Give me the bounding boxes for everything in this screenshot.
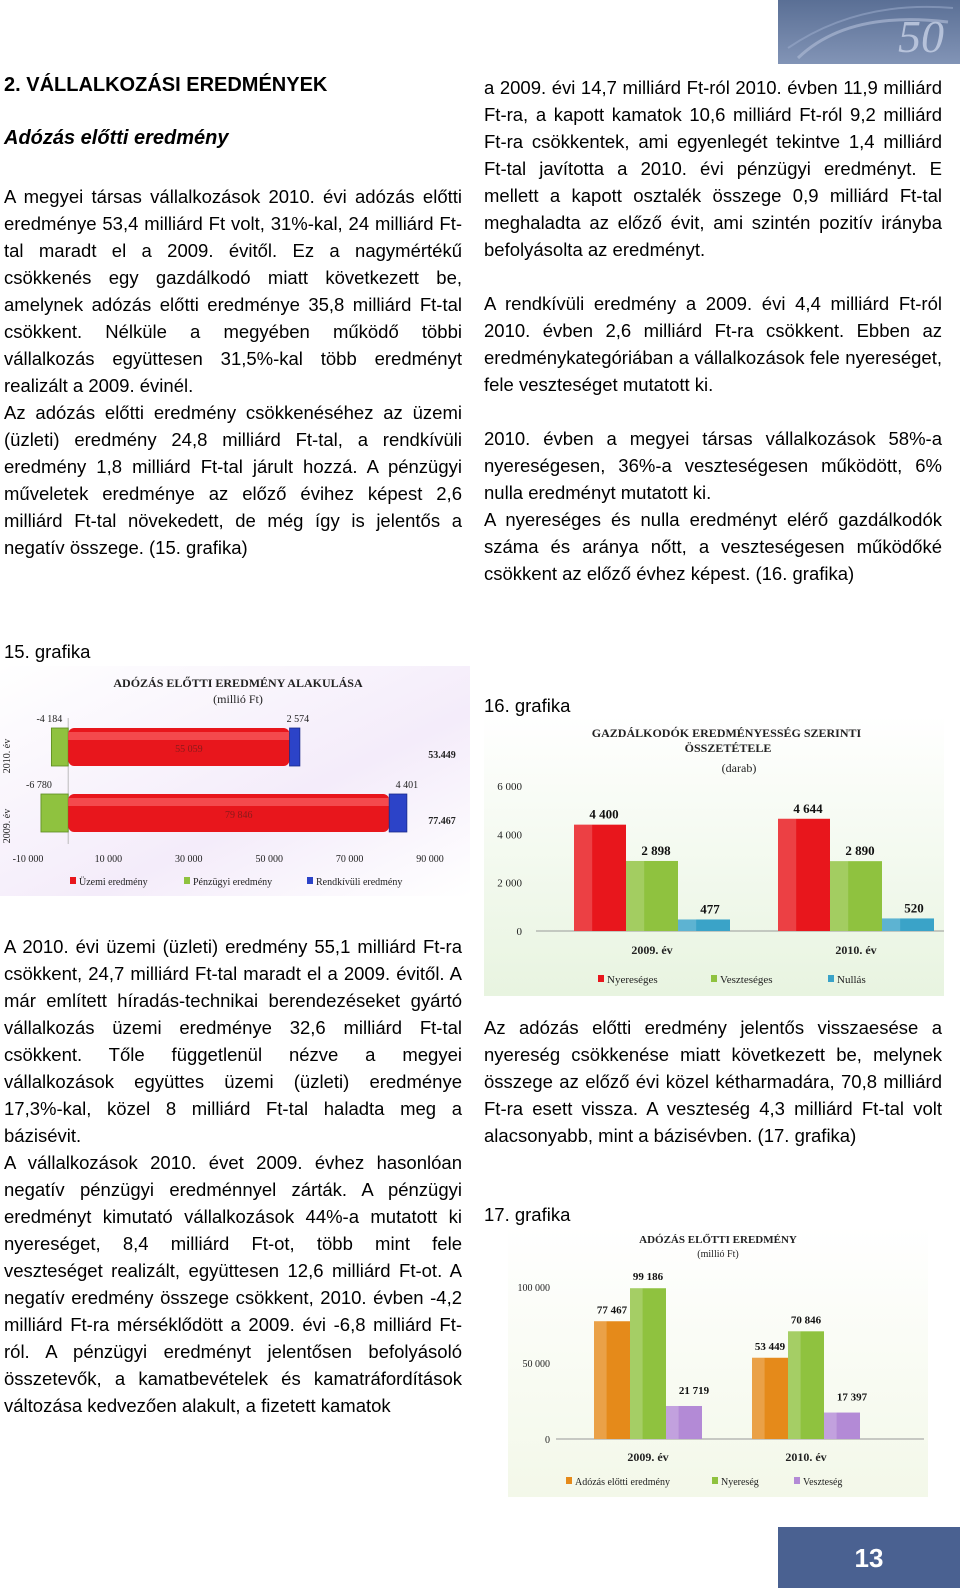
legend-swatch: [712, 1477, 718, 1484]
y-tick-label: 4 000: [497, 829, 522, 842]
bar-penzugyi: [51, 728, 68, 766]
y-tick-label: 100 000: [517, 1283, 550, 1294]
data-label: 2 574: [286, 714, 310, 725]
legend-swatch: [184, 877, 190, 884]
chart-17: [484, 1225, 954, 1505]
section-title: 2. VÁLLALKOZÁSI EREDMÉNYEK: [4, 74, 328, 96]
legend-label: Nyereség: [721, 1477, 759, 1488]
data-label: 70 846: [790, 1314, 822, 1327]
category-label: 2010. év: [2, 738, 13, 774]
data-label: 77 467: [596, 1304, 628, 1317]
category-label: 2010. év: [785, 1450, 827, 1464]
paragraph: A rendkívüli eredmény a 2009. évi 4,4 milliárd Ft-ról 2010. évben 2,6 milliárd Ft-ra csökkent. Ebben az eredménykategóriában a vállalkozások fele nyereséget, fele veszteséget mutatott ki.: [484, 293, 942, 395]
right-top-text: [484, 74, 942, 587]
category-label: 2010. év: [835, 943, 877, 957]
chart-subtitle: (millió Ft): [213, 692, 263, 706]
y-tick-label: 6 000: [497, 781, 522, 793]
bar-shine: [824, 1413, 837, 1439]
logo-graphic: [778, 0, 960, 64]
x-tick-label: -10 000: [12, 854, 44, 865]
y-tick-label: 0: [545, 1435, 550, 1446]
legend-swatch: [711, 975, 717, 982]
data-label: 4 400: [589, 806, 619, 822]
bar-shine: [752, 1358, 765, 1439]
bar-highlight: [68, 732, 289, 740]
legend-label: Rendkívüli eredmény: [316, 877, 403, 888]
bar-shine: [830, 861, 848, 931]
legend-swatch: [566, 1477, 572, 1484]
paragraph: A 2010. évi üzemi (üzleti) eredmény 55,1 milliárd Ft-ra csökkent, 24,7 milliárd Ft-tal maradt el a 2009. évitől. A már említett híradás-technikai berendezéseket gyártó vállalkozás üzemi eredménye 32,6 milliárd Ft-tal csökkent. Tőle függetlenül nézve a megyei vállalkozások együttes üzemi (üzleti) eredménye 17,3%-kal, közel 8 milliárd Ft-tal haladta meg a bázisévit.: [4, 936, 462, 1146]
total-label: 53.449: [428, 750, 456, 761]
bar-shine: [778, 819, 796, 931]
y-tick-label: 50 000: [522, 1359, 550, 1370]
x-tick-label: 30 000: [175, 854, 203, 865]
left-top-text: [4, 183, 462, 561]
category-label: 2009. év: [627, 1450, 669, 1464]
header-logo: [778, 0, 960, 64]
data-label: -4 184: [36, 714, 63, 725]
legend-swatch: [70, 877, 76, 884]
legend-label: Üzemi eredmény: [79, 877, 148, 888]
chart-title-line: GAZDÁLKODÓK EREDMÉNYESSÉG SZERINTI: [591, 726, 862, 740]
bar-shine: [882, 918, 900, 931]
x-tick-label: 10 000: [94, 854, 123, 865]
data-label: 520: [904, 900, 924, 916]
chart-title-line: ÖSSZETÉTELE: [684, 741, 772, 755]
total-label: 77.467: [428, 816, 456, 827]
bar-shine: [678, 919, 696, 931]
legend-label: Veszteséges: [720, 974, 773, 986]
y-tick-label: 0: [516, 926, 522, 938]
bar-shine: [574, 825, 592, 931]
chart-subtitle: (millió Ft): [697, 1249, 739, 1260]
bar-penzugyi: [41, 794, 68, 832]
category-label: 2009. év: [2, 808, 13, 844]
bar-shine: [626, 861, 644, 931]
graph-label-15: 15. grafika: [4, 641, 91, 662]
legend-swatch: [794, 1477, 800, 1484]
bar-shine: [630, 1288, 643, 1439]
paragraph: Az adózás előtti eredmény jelentős visszaesése a nyereség csökkenése miatt következett be, melynek összege az előző évi közel kétharmadára, 70,8 milliárd Ft-ra esett vissza. A veszteség 4,3 milliárd Ft-tal volt alacsonyabb, mint a bázisévben. (17. grafika): [484, 1017, 942, 1146]
category-label: 2009. év: [631, 943, 673, 957]
subtitle: Adózás előtti eredmény: [4, 127, 229, 149]
data-label: 2 890: [845, 843, 875, 859]
legend-label: Nyereséges: [607, 974, 658, 986]
data-label: 21 719: [678, 1384, 710, 1397]
logo-text: 50: [898, 11, 944, 62]
right-bottom-text: [484, 1014, 942, 1149]
legend-label: Veszteség: [803, 1477, 843, 1488]
page-number: 13: [854, 1543, 884, 1573]
chart-15: [0, 666, 470, 896]
bar-rendkivuli: [389, 794, 407, 832]
data-label: 79 846: [224, 810, 253, 821]
chart-16: [484, 716, 954, 996]
graph-label-16: 16. grafika: [484, 695, 571, 716]
data-label: 477: [700, 901, 720, 917]
bar-shine: [594, 1321, 607, 1439]
paragraph: A nyereséges és nulla eredményt elérő gazdálkodók száma és aránya nőtt, a veszteségesen működőké csökkent az előző évhez képest. (16. grafika): [484, 509, 942, 584]
data-label: 2 898: [641, 842, 671, 858]
paragraph: A vállalkozások 2010. évet 2009. évhez hasonlóan negatív pénzügyi eredménnyel zárták. A pénzügyi eredményt kimutató vállalkozások 44%-a mutatott ki nyereséget, 8,4 milliárd Ft-ot, több mint fele veszteséget realizált, együttesen 12,6 milliárd Ft-ot. A negatív eredmény összege csökkent, 2010. évben -4,2 milliárd Ft-ra mérséklődött a 2009. évi -6,8 milliárd Ft-ról. A pénzügyi eredményt jelentősen befolyásoló összetevők, a kamatbevételek és kamatráfordítások változása kedvezően alakult, a fizetett kamatok: [4, 1152, 462, 1416]
y-tick-label: 2 000: [497, 877, 522, 890]
bar-highlight: [68, 798, 389, 806]
bar-shine: [788, 1331, 801, 1439]
page-number-bar: [778, 1527, 960, 1588]
legend-label: Pénzügyi eredmény: [193, 877, 273, 888]
bar-shine: [666, 1406, 679, 1439]
data-label: 55 059: [175, 744, 203, 755]
data-label: 4 644: [793, 800, 823, 816]
legend-swatch: [307, 877, 313, 884]
data-label: 17 397: [836, 1391, 868, 1404]
paragraph: 2010. évben a megyei társas vállalkozások 58%-a nyereségesen, 36%-a veszteségesen működött, 6% nulla eredményt mutatott ki.: [484, 428, 942, 503]
data-label: 99 186: [632, 1271, 664, 1284]
data-label: 4 401: [395, 780, 419, 791]
legend-label: Adózás előtti eredmény: [575, 1477, 670, 1488]
paragraph: a 2009. évi 14,7 milliárd Ft-ról 2010. évben 11,9 milliárd Ft-ra, a kapott kamatok 10,6 milliárd Ft-ról 9,2 milliárd Ft-ra csökkentek, ami egyenlegét tekintve 1,4 milliárd Ft-tal javította a 2010. évi pénzügyi eredményt. E mellett a kapott osztalék összege 0,9 milliárd Ft-tal meghaladta az előző évit, ami szintén pozitív irányba befolyásolta az eredményt.: [484, 77, 942, 260]
legend-swatch: [598, 975, 604, 982]
chart-subtitle: (darab): [721, 761, 757, 775]
data-label: -6 780: [26, 780, 52, 791]
chart-title: ADÓZÁS ELŐTTI EREDMÉNY: [639, 1234, 797, 1246]
legend-label: Nullás: [837, 974, 866, 986]
x-tick-label: 90 000: [416, 854, 444, 865]
chart-title: ADÓZÁS ELŐTTI EREDMÉNY ALAKULÁSA: [113, 676, 363, 690]
data-label: 53 449: [754, 1340, 786, 1353]
bar-rendkivuli: [290, 728, 300, 766]
paragraph: Az adózás előtti eredmény csökkenéséhez az üzemi (üzleti) eredmény 24,8 milliárd Ft-tal, a rendkívüli eredmény 1,8 milliárd Ft-tal járult hozzá. A pénzügyi műveletek eredménye az előző évihez képest 2,6 milliárd Ft-tal növekedett, de még így is jelentős a negatív összege. (15. grafika): [4, 402, 462, 558]
x-tick-label: 50 000: [255, 854, 283, 865]
legend-swatch: [828, 975, 834, 982]
x-tick-label: 70 000: [335, 854, 364, 865]
paragraph: A megyei társas vállalkozások 2010. évi adózás előtti eredménye 53,4 milliárd Ft volt, 31%-kal, 24 milliárd Ft-tal maradt el a 2009. évitől. Ez a nagymértékű csökkenés egy gazdálkodó miatt következett be, amelynek adózás előtti eredménye 35,8 milliárd Ft-tal csökkent. Nélküle a megyében működő többi vállalkozás együttesen 31,5%-kal több eredményt realizált a 2009. évinél.: [4, 186, 462, 396]
graph-label-17: 17. grafika: [484, 1204, 571, 1225]
left-bottom-text: [4, 933, 462, 1419]
